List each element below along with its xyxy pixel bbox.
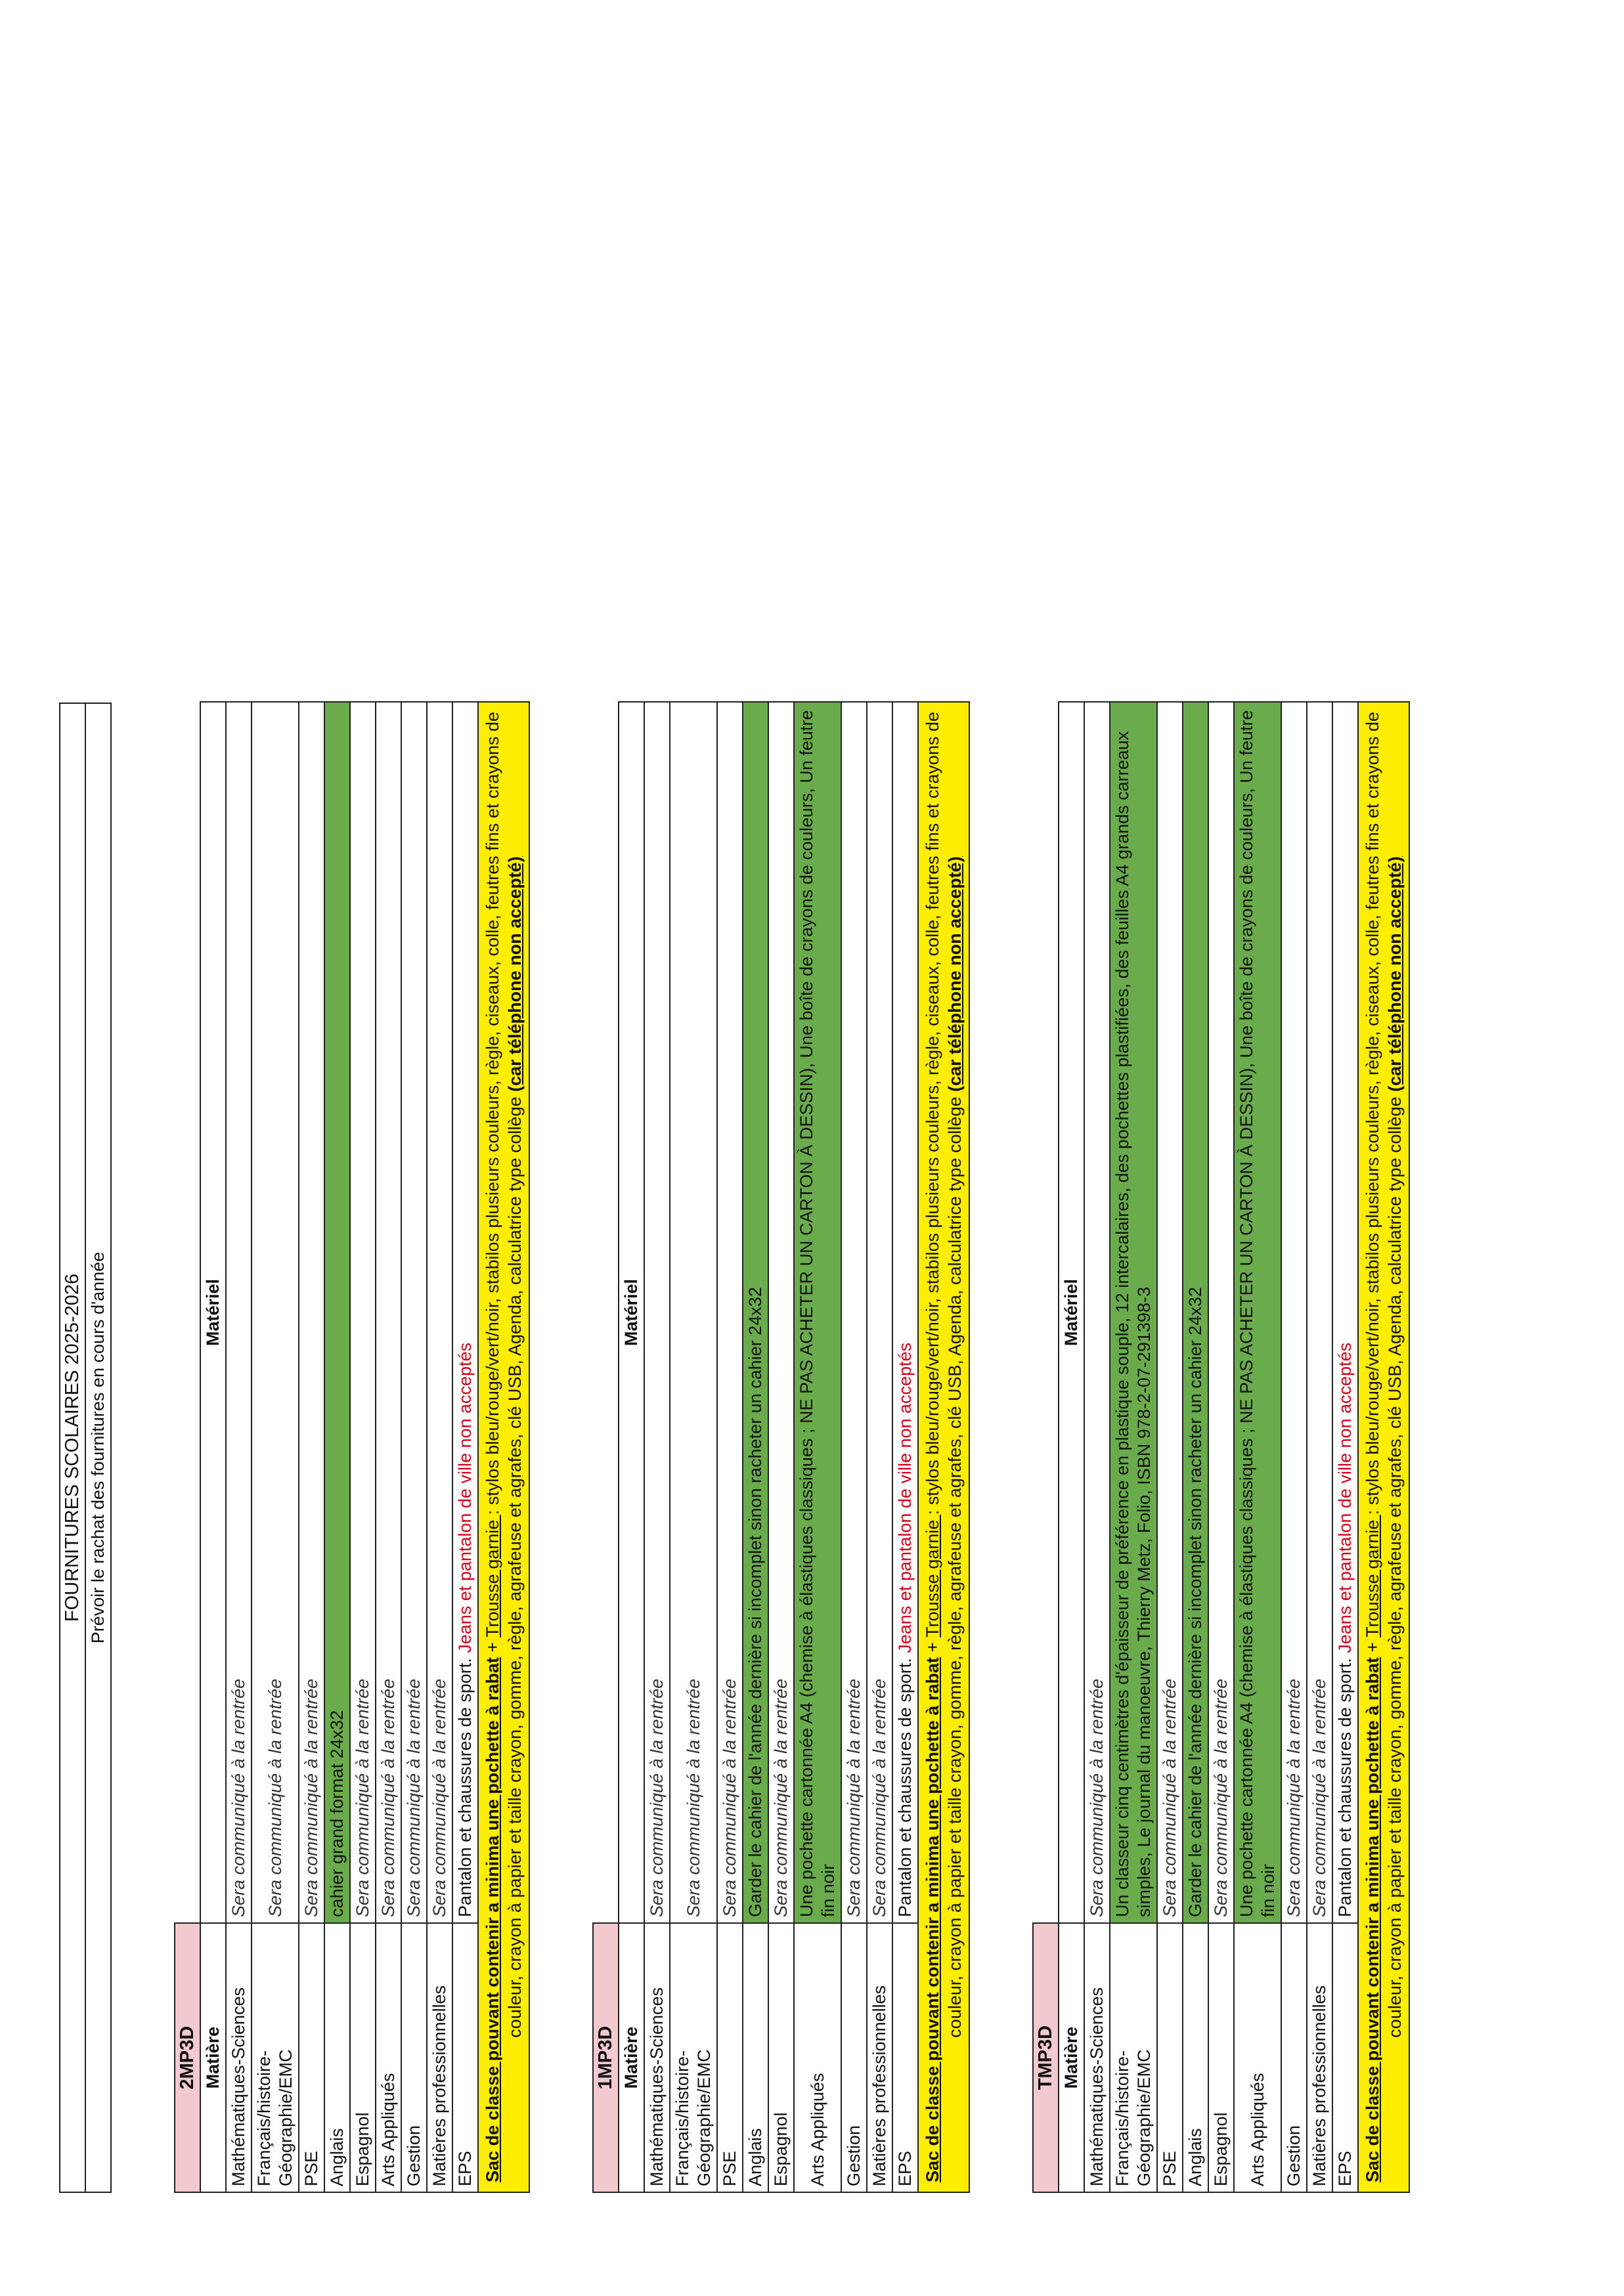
material-warning: Jeans et pantalon de ville non acceptés <box>455 1342 475 1653</box>
material-text: Sera communiqué à la rentrée <box>353 1678 372 1917</box>
subject-cell: PSE <box>1157 1923 1183 2192</box>
material-text: Une pochette cartonnée A4 (chemise à élastiques classiques ; NE PAS ACHETER UN CARTON À DESSIN), Une boîte de crayons de couleurs, Un feutre fin noir <box>797 710 838 1917</box>
material-cell <box>841 702 867 1923</box>
bag-note-plus: + <box>923 1637 942 1658</box>
table-row <box>892 702 918 2192</box>
subject-cell: Matières professionnelles <box>427 1923 452 2192</box>
material-cell <box>401 702 427 1923</box>
material-cell <box>1332 702 1358 1923</box>
bag-note-body: : stylos bleu/rouge/vert/noir, stabilos plusieurs couleurs, règle, ciseaux, colle, feutres fins et crayons de couleur, crayon à papier et taille crayon, gomme, règle, agrafeuse et agrafes, clé USB, Agenda, calculatrice type collège <box>483 712 525 2038</box>
class-table <box>1032 701 1410 2193</box>
material-cell <box>670 702 717 1923</box>
material-cell <box>350 702 376 1923</box>
subject-cell: Espagnol <box>350 1923 376 2192</box>
column-header-material: Matériel <box>619 702 644 1923</box>
material-text: Garder le cahier de l'année dernière si incomplet sinon racheter un cahier 24x32 <box>1185 1287 1205 1917</box>
table-row <box>1234 702 1281 2192</box>
material-text: Pantalon et chaussures de sport. <box>455 1653 475 1917</box>
subject-cell: Français/histoire-Géographie/EMC <box>252 1923 299 2192</box>
table-row <box>1307 702 1332 2192</box>
bag-note-trousse: Trousse garnie <box>1363 1515 1382 1637</box>
subject-cell: Français/histoire-Géographie/EMC <box>670 1923 717 2192</box>
material-cell <box>427 702 452 1923</box>
table-row <box>376 702 401 2192</box>
material-cell <box>1281 702 1307 1923</box>
material-cell <box>768 702 794 1923</box>
table-row <box>452 702 478 2192</box>
table-row <box>401 702 427 2192</box>
table-row <box>299 702 324 2192</box>
table-row <box>670 702 717 2192</box>
subject-cell: PSE <box>299 1923 324 2192</box>
subject-cell: Mathématiques-Sciences <box>226 1923 252 2192</box>
bag-note-trousse: Trousse garnie <box>923 1515 942 1637</box>
bag-note-lead: Sac de classe pouvant contenir a minima une pochette à rabat <box>1363 1657 1382 2182</box>
table-row <box>1281 702 1307 2192</box>
table-row <box>427 702 452 2192</box>
material-text: Sera communiqué à la rentrée <box>1160 1678 1179 1917</box>
material-warning: Jeans et pantalon de ville non acceptés <box>895 1342 915 1653</box>
table-row <box>743 702 768 2192</box>
document-rotated <box>59 703 1504 2193</box>
header-table <box>59 703 112 2193</box>
material-text: Garder le cahier de l'année dernière si incomplet sinon racheter un cahier 24x32 <box>745 1287 765 1917</box>
material-text: cahier grand format 24x32 <box>327 1710 347 1917</box>
material-cell <box>324 702 350 1923</box>
bag-note-lead: Sac de classe pouvant contenir a minima une pochette à rabat <box>923 1657 942 2182</box>
material-text: Sera communiqué à la rentrée <box>404 1678 424 1917</box>
bag-note-tail: (car téléphone non accepté) <box>505 856 525 1092</box>
subject-cell: Mathématiques-Sciences <box>644 1923 670 2192</box>
table-row <box>717 702 743 2192</box>
class-table <box>592 701 970 2193</box>
class-table <box>174 701 530 2193</box>
material-cell <box>226 702 252 1923</box>
table-row <box>867 702 892 2192</box>
material-cell <box>452 702 478 1923</box>
subject-cell: Matières professionnelles <box>1307 1923 1332 2192</box>
subject-cell: PSE <box>717 1923 743 2192</box>
column-header-subject: Matière <box>619 1923 644 2192</box>
material-cell <box>743 702 768 1923</box>
table-row <box>644 702 670 2192</box>
subject-cell: Anglais <box>743 1923 768 2192</box>
bag-note-tail: (car téléphone non accepté) <box>945 856 965 1092</box>
subject-cell: Anglais <box>1183 1923 1208 2192</box>
material-text: Sera communiqué à la rentrée <box>869 1678 889 1917</box>
bag-note-tail: (car téléphone non accepté) <box>1385 856 1405 1092</box>
material-cell <box>644 702 670 1923</box>
subject-cell: Gestion <box>841 1923 867 2192</box>
material-text: Un classeur cinq centimètres d'épaisseur de préférence en plastique souple, 12 intercalaires, des pochettes plastifiées, des feuilles A4 grands carreaux simples, Le journal du manoeuvre, Thierry Metz, Folio, ISBN 978-2-07-291398-3 <box>1112 731 1154 1917</box>
empty-cell <box>593 702 619 1923</box>
material-text: Sera communiqué à la rentrée <box>844 1678 864 1917</box>
table-row <box>768 702 794 2192</box>
subject-cell: Espagnol <box>768 1923 794 2192</box>
class-name: TMP3D <box>1033 1923 1059 2192</box>
material-text: Sera communiqué à la rentrée <box>229 1678 248 1917</box>
document-subtitle: Prévoir le rachat des fournitures en cours d'année <box>85 703 111 2192</box>
section-gap <box>530 703 592 2193</box>
material-text: Sera communiqué à la rentrée <box>1211 1678 1231 1917</box>
material-cell <box>717 702 743 1923</box>
table-row <box>1183 702 1208 2192</box>
subject-cell: EPS <box>1332 1923 1358 2192</box>
table-row <box>350 702 376 2192</box>
material-cell <box>892 702 918 1923</box>
subject-cell: Mathématiques-Sciences <box>1084 1923 1110 2192</box>
material-text: Sera communiqué à la rentrée <box>683 1678 703 1917</box>
subject-cell: Anglais <box>324 1923 350 2192</box>
material-text: Pantalon et chaussures de sport. <box>1335 1653 1355 1917</box>
table-row <box>841 702 867 2192</box>
document-title: FOURNITURES SCOLAIRES 2025-2026 <box>60 703 85 2192</box>
bag-note <box>478 702 529 2192</box>
table-row <box>794 702 841 2192</box>
material-text: Sera communiqué à la rentrée <box>771 1678 791 1917</box>
subject-cell: Matières professionnelles <box>867 1923 892 2192</box>
empty-cell <box>1033 702 1059 1923</box>
material-cell <box>1307 702 1332 1923</box>
table-row <box>1084 702 1110 2192</box>
table-row <box>1157 702 1183 2192</box>
material-cell <box>794 702 841 1923</box>
material-warning: Jeans et pantalon de ville non acceptés <box>1335 1342 1355 1653</box>
material-text: Sera communiqué à la rentrée <box>378 1678 398 1917</box>
material-text: Une pochette cartonnée A4 (chemise à élastiques classiques ; NE PAS ACHETER UN CARTON À DESSIN), Une boîte de crayons de couleurs, Un feutre fin noir <box>1237 710 1278 1917</box>
material-text: Sera communiqué à la rentrée <box>1284 1678 1304 1917</box>
material-text: Sera communiqué à la rentrée <box>1087 1678 1107 1917</box>
material-text: Sera communiqué à la rentrée <box>265 1678 285 1917</box>
bag-note-body: : stylos bleu/rouge/vert/noir, stabilos plusieurs couleurs, règle, ciseaux, colle, feutres fins et crayons de couleur, crayon à papier et taille crayon, gomme, règle, agrafeuse et agrafes, clé USB, Agenda, calculatrice type collège <box>923 712 965 2038</box>
material-text: Sera communiqué à la rentrée <box>1309 1678 1329 1917</box>
table-row <box>252 702 299 2192</box>
subject-cell: Arts Appliqués <box>1234 1923 1281 2192</box>
subject-cell: Français/histoire-Géographie/EMC <box>1110 1923 1157 2192</box>
section-gap <box>970 703 1032 2193</box>
class-name: 1MP3D <box>593 1923 619 2192</box>
empty-cell <box>175 702 200 1923</box>
material-cell <box>1157 702 1183 1923</box>
material-text: Sera communiqué à la rentrée <box>429 1678 449 1917</box>
bag-note-trousse: Trousse garnie <box>483 1515 502 1637</box>
column-header-material: Matériel <box>200 702 226 1923</box>
material-cell <box>1234 702 1281 1923</box>
material-cell <box>1183 702 1208 1923</box>
bag-note-lead: Sac de classe pouvant contenir a minima une pochette à rabat <box>483 1657 502 2182</box>
subject-cell: EPS <box>892 1923 918 2192</box>
column-header-material: Matériel <box>1059 702 1084 1923</box>
sections-container <box>112 703 1410 2193</box>
section-gap <box>112 703 174 2193</box>
material-text: Sera communiqué à la rentrée <box>647 1678 667 1917</box>
material-text: Pantalon et chaussures de sport. <box>895 1653 915 1917</box>
material-cell <box>1084 702 1110 1923</box>
subject-cell: Gestion <box>401 1923 427 2192</box>
material-cell <box>376 702 401 1923</box>
material-cell <box>299 702 324 1923</box>
bag-note <box>1358 702 1409 2192</box>
bag-note-plus: + <box>1363 1637 1382 1658</box>
bag-note-plus: + <box>483 1637 502 1658</box>
material-cell <box>252 702 299 1923</box>
column-header-subject: Matière <box>1059 1923 1084 2192</box>
material-cell <box>867 702 892 1923</box>
material-cell <box>1110 702 1157 1923</box>
subject-cell: Espagnol <box>1208 1923 1234 2192</box>
table-row <box>226 702 252 2192</box>
table-row <box>1110 702 1157 2192</box>
column-header-subject: Matière <box>200 1923 226 2192</box>
subject-cell: EPS <box>452 1923 478 2192</box>
bag-note <box>918 702 969 2192</box>
table-row <box>1208 702 1234 2192</box>
table-row <box>1332 702 1358 2192</box>
subject-cell: Gestion <box>1281 1923 1307 2192</box>
bag-note-body: : stylos bleu/rouge/vert/noir, stabilos plusieurs couleurs, règle, ciseaux, colle, feutres fins et crayons de couleur, crayon à papier et taille crayon, gomme, règle, agrafeuse et agrafes, clé USB, Agenda, calculatrice type collège <box>1363 712 1405 2038</box>
material-text: Sera communiqué à la rentrée <box>720 1678 739 1917</box>
subject-cell: Arts Appliqués <box>376 1923 401 2192</box>
table-row <box>324 702 350 2192</box>
material-cell <box>1208 702 1234 1923</box>
material-text: Sera communiqué à la rentrée <box>301 1678 321 1917</box>
subject-cell: Arts Appliqués <box>794 1923 841 2192</box>
class-name: 2MP3D <box>175 1923 200 2192</box>
